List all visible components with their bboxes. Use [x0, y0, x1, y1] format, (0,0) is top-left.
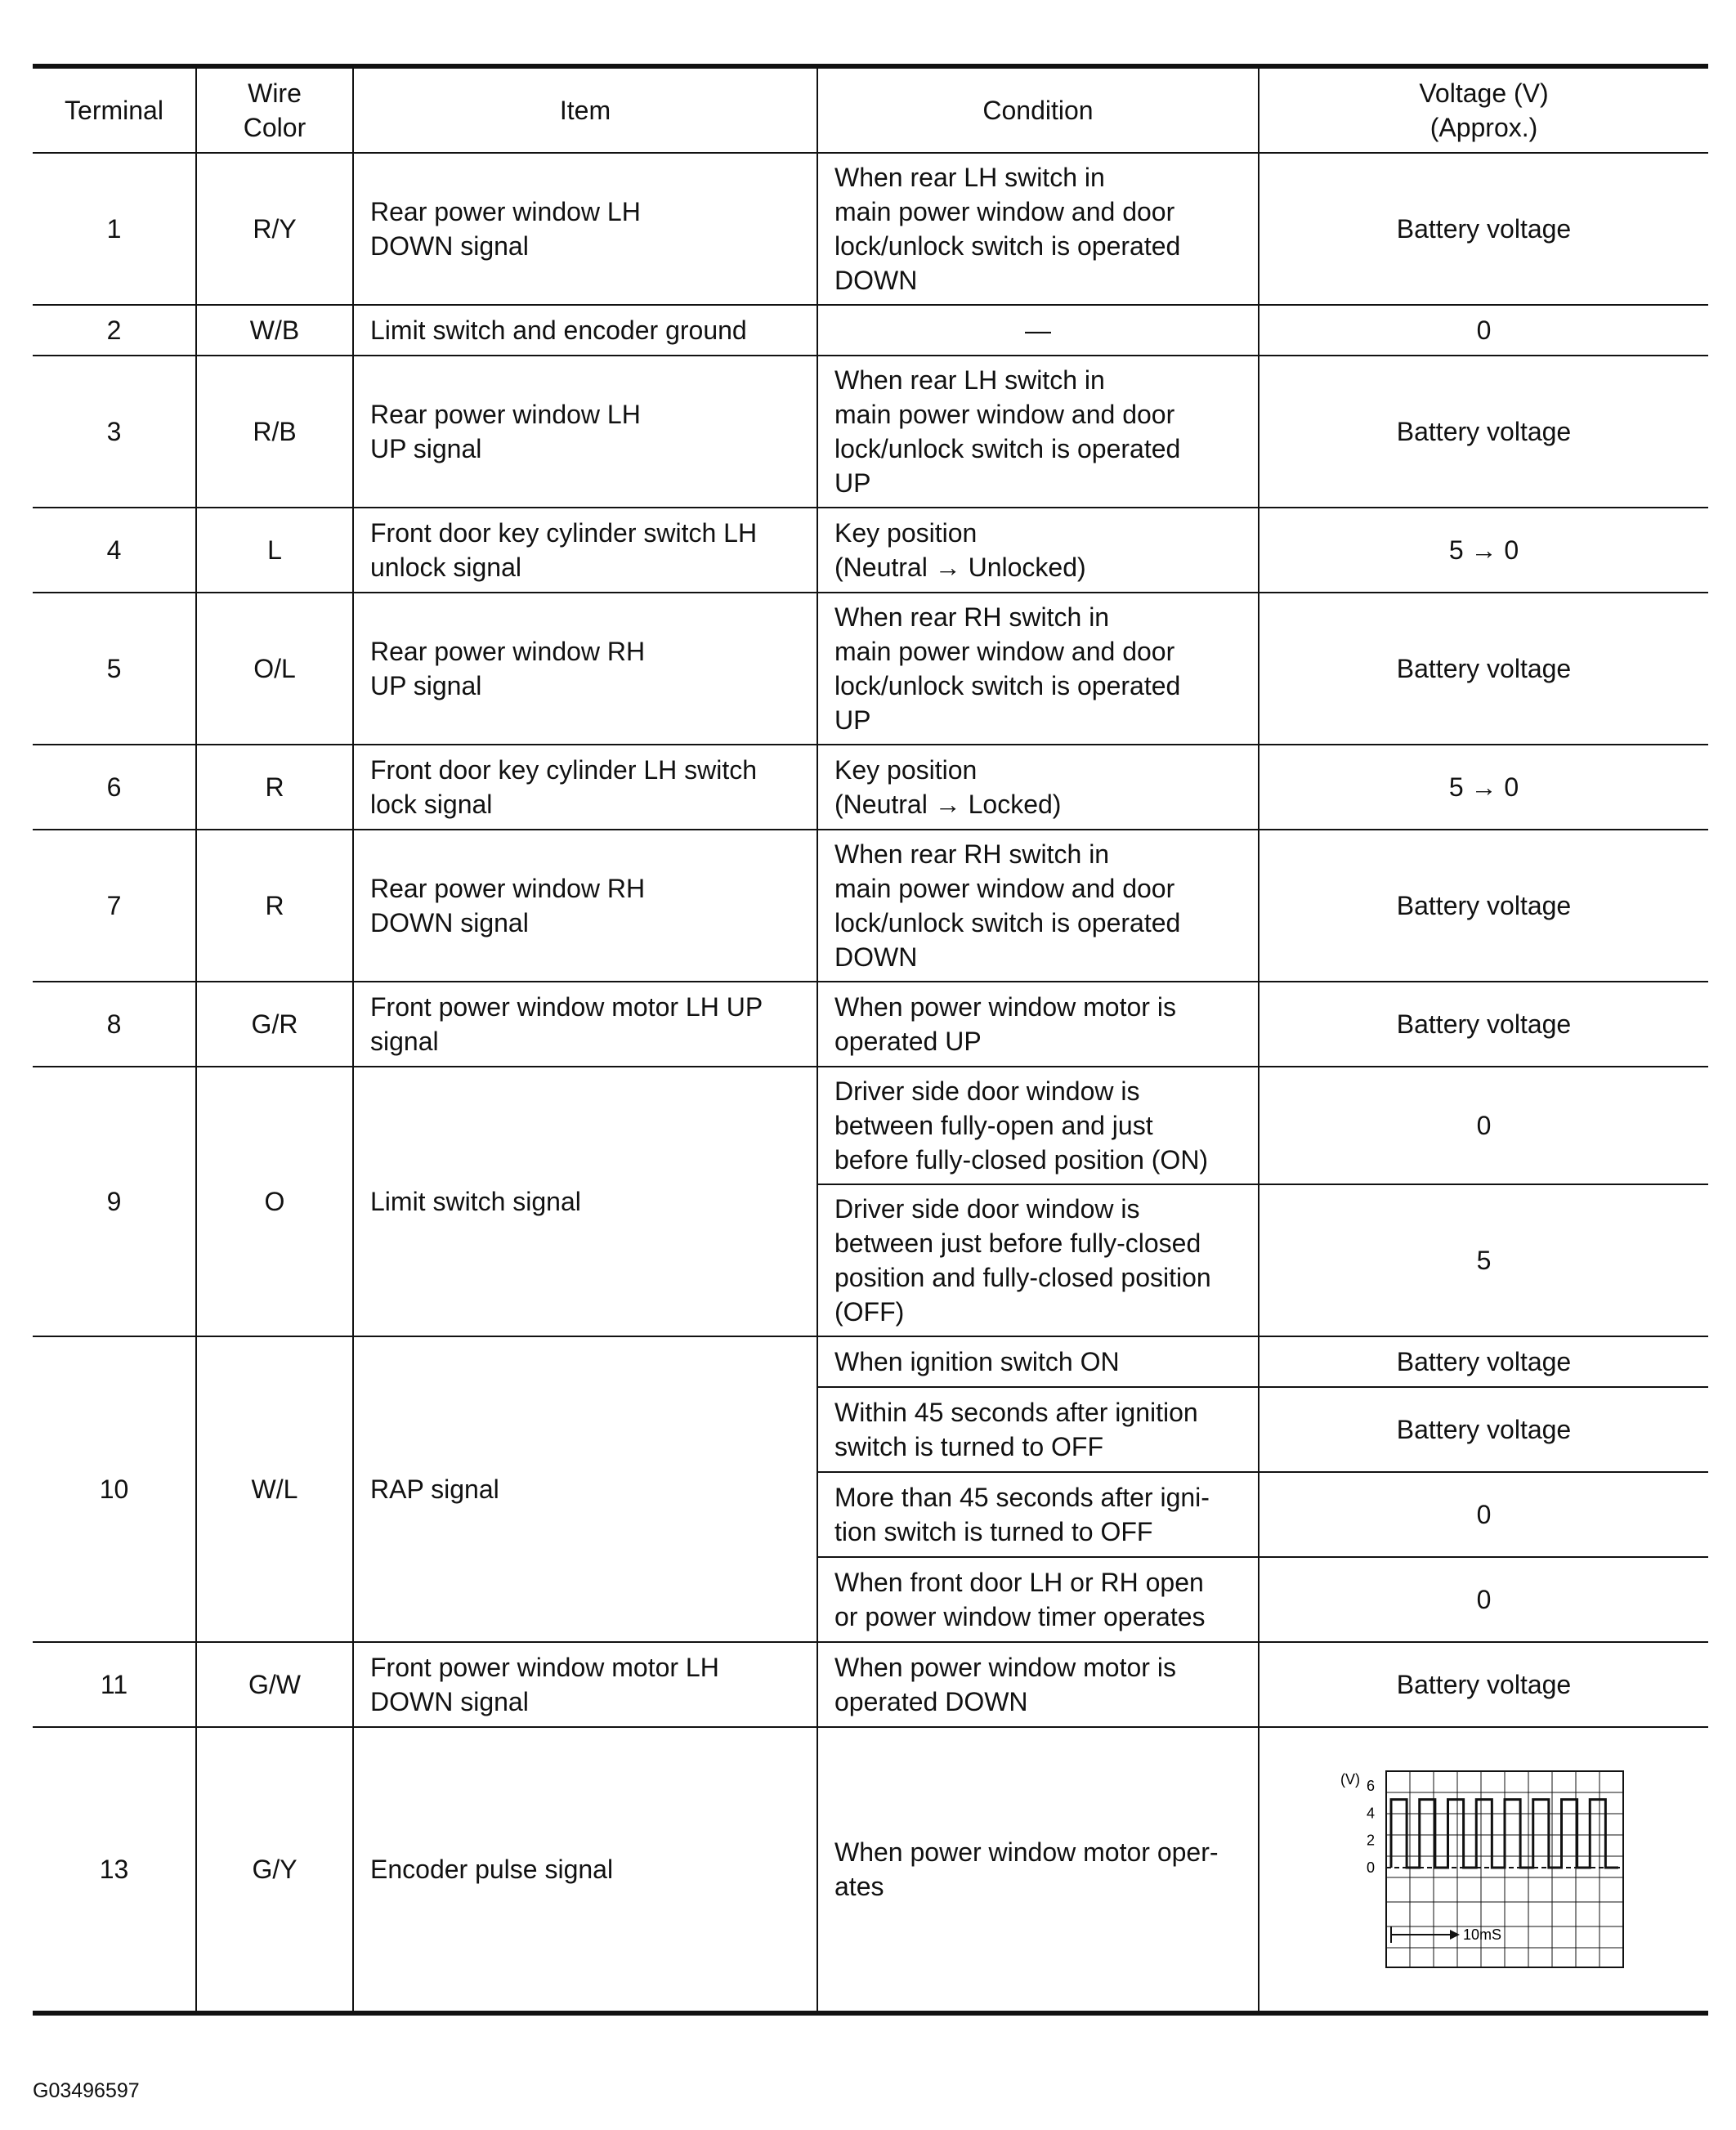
- waveform-y-tick-label: 6: [1366, 1778, 1375, 1794]
- table-row: [33, 356, 1708, 508]
- encoder-pulse-waveform: [1337, 1763, 1631, 1976]
- terminal-8-condition: When power window motor is operated UP: [817, 982, 1259, 1067]
- figure-code: G03496597: [33, 2079, 140, 2102]
- terminal-3-wire-color: R/B: [196, 356, 353, 508]
- terminal-5-wire-color: O/L: [196, 593, 353, 745]
- terminal-3-voltage: Battery voltage: [1259, 356, 1708, 508]
- terminal-11-item: Front power window motor LH DOWN signal: [353, 1642, 817, 1727]
- terminal-4-condition: Key position (Neutral → Unlocked): [817, 508, 1259, 593]
- terminal-3-item: Rear power window LH UP signal: [353, 356, 817, 508]
- terminal-1-voltage: Battery voltage: [1259, 153, 1708, 305]
- terminal-6-item: Front door key cylinder LH switch lock signal: [353, 745, 817, 830]
- terminal-10-wire-color: W/L: [196, 1336, 353, 1642]
- header-condition: Condition: [817, 66, 1259, 153]
- terminal-7-wire-color: R: [196, 830, 353, 982]
- terminal-4-item: Front door key cylinder switch LH unlock signal: [353, 508, 817, 593]
- terminal-6-condition: Key position (Neutral → Locked): [817, 745, 1259, 830]
- waveform-y-tick-label: 4: [1366, 1805, 1375, 1822]
- terminal-7-item: Rear power window RH DOWN signal: [353, 830, 817, 982]
- terminal-7-number: 7: [33, 830, 196, 982]
- terminal-10-number: 10: [33, 1336, 196, 1642]
- terminal-7-condition: When rear RH switch in main power window and door lock/unlock switch is operated DOWN: [817, 830, 1259, 982]
- terminal-8-number: 8: [33, 982, 196, 1067]
- header-item: Item: [353, 66, 817, 153]
- terminal-4-number: 4: [33, 508, 196, 593]
- terminal-13-wire-color: G/Y: [196, 1727, 353, 2013]
- terminal-9-voltage-2: 5: [1259, 1184, 1708, 1336]
- terminal-5-item: Rear power window RH UP signal: [353, 593, 817, 745]
- terminal-10-condition-3: More than 45 seconds after igni- tion switch is turned to OFF: [817, 1472, 1259, 1557]
- terminal-3-number: 3: [33, 356, 196, 508]
- terminal-6-number: 6: [33, 745, 196, 830]
- terminal-10-voltage-2: Battery voltage: [1259, 1387, 1708, 1472]
- terminal-11-number: 11: [33, 1642, 196, 1727]
- header-wire-color: Wire Color: [196, 66, 353, 153]
- table-row: [33, 1642, 1708, 1727]
- terminal-1-wire-color: R/Y: [196, 153, 353, 305]
- terminal-2-voltage: 0: [1259, 305, 1708, 356]
- terminal-4-voltage: 5 → 0: [1259, 508, 1708, 593]
- terminal-9-voltage-1: 0: [1259, 1067, 1708, 1184]
- terminal-13-voltage: [1259, 1727, 1708, 2013]
- terminal-7-voltage: Battery voltage: [1259, 830, 1708, 982]
- terminal-5-condition: When rear RH switch in main power window and door lock/unlock switch is operated UP: [817, 593, 1259, 745]
- terminal-3-condition: When rear LH switch in main power window and door lock/unlock switch is operated UP: [817, 356, 1259, 508]
- terminal-11-voltage: Battery voltage: [1259, 1642, 1708, 1727]
- terminal-table-sheet: [33, 64, 1708, 2016]
- terminal-13-number: 13: [33, 1727, 196, 2013]
- terminal-10-voltage-4: 0: [1259, 1557, 1708, 1642]
- terminal-10-condition-1: When ignition switch ON: [817, 1336, 1259, 1387]
- terminal-9-item: Limit switch signal: [353, 1067, 817, 1336]
- table-row: [33, 1336, 1708, 1387]
- terminal-6-voltage: 5 → 0: [1259, 745, 1708, 830]
- terminal-4-wire-color: L: [196, 508, 353, 593]
- terminal-10-item: RAP signal: [353, 1336, 817, 1642]
- waveform-unit-label: (V): [1340, 1771, 1360, 1788]
- terminal-1-number: 1: [33, 153, 196, 305]
- terminal-10-condition-4: When front door LH or RH open or power window timer operates: [817, 1557, 1259, 1642]
- waveform-pulse-trace: [1391, 1800, 1618, 1868]
- terminal-8-voltage: Battery voltage: [1259, 982, 1708, 1067]
- terminal-9-condition-2: Driver side door window is between just before fully-closed position and fully-closed position (OFF): [817, 1184, 1259, 1336]
- table-row: [33, 1067, 1708, 1184]
- terminal-1-condition: When rear LH switch in main power window and door lock/unlock switch is operated DOWN: [817, 153, 1259, 305]
- terminal-9-wire-color: O: [196, 1067, 353, 1336]
- table-row: [33, 593, 1708, 745]
- terminal-8-wire-color: G/R: [196, 982, 353, 1067]
- terminal-9-condition-1: Driver side door window is between fully-open and just before fully-closed position (ON): [817, 1067, 1259, 1184]
- table-row: [33, 982, 1708, 1067]
- table-row: [33, 745, 1708, 830]
- terminal-10-voltage-3: 0: [1259, 1472, 1708, 1557]
- terminal-8-item: Front power window motor LH UP signal: [353, 982, 817, 1067]
- table-row: [33, 153, 1708, 305]
- table-row: [33, 1727, 1708, 2013]
- terminal-11-condition: When power window motor is operated DOWN: [817, 1642, 1259, 1727]
- terminal-voltage-table: [33, 64, 1708, 2016]
- time-scale-arrow-head: [1450, 1930, 1460, 1940]
- terminal-9-number: 9: [33, 1067, 196, 1336]
- terminal-13-item: Encoder pulse signal: [353, 1727, 817, 2013]
- terminal-2-item: Limit switch and encoder ground: [353, 305, 817, 356]
- terminal-5-voltage: Battery voltage: [1259, 593, 1708, 745]
- terminal-2-wire-color: W/B: [196, 305, 353, 356]
- terminal-2-number: 2: [33, 305, 196, 356]
- terminal-10-voltage-1: Battery voltage: [1259, 1336, 1708, 1387]
- terminal-13-condition: When power window motor oper- ates: [817, 1727, 1259, 2013]
- terminal-1-item: Rear power window LH DOWN signal: [353, 153, 817, 305]
- table-header-row: [33, 66, 1708, 153]
- table-row: [33, 830, 1708, 982]
- terminal-2-condition: —: [817, 305, 1259, 356]
- table-row: [33, 305, 1708, 356]
- time-scale-label: 10mS: [1462, 1926, 1501, 1943]
- terminal-10-condition-2: Within 45 seconds after ignition switch is turned to OFF: [817, 1387, 1259, 1472]
- header-terminal: Terminal: [33, 66, 196, 153]
- waveform-y-tick-label: 0: [1366, 1859, 1375, 1876]
- terminal-6-wire-color: R: [196, 745, 353, 830]
- table-row: [33, 508, 1708, 593]
- waveform-y-tick-label: 2: [1366, 1832, 1375, 1849]
- terminal-5-number: 5: [33, 593, 196, 745]
- terminal-11-wire-color: G/W: [196, 1642, 353, 1727]
- header-voltage: Voltage (V) (Approx.): [1259, 66, 1708, 153]
